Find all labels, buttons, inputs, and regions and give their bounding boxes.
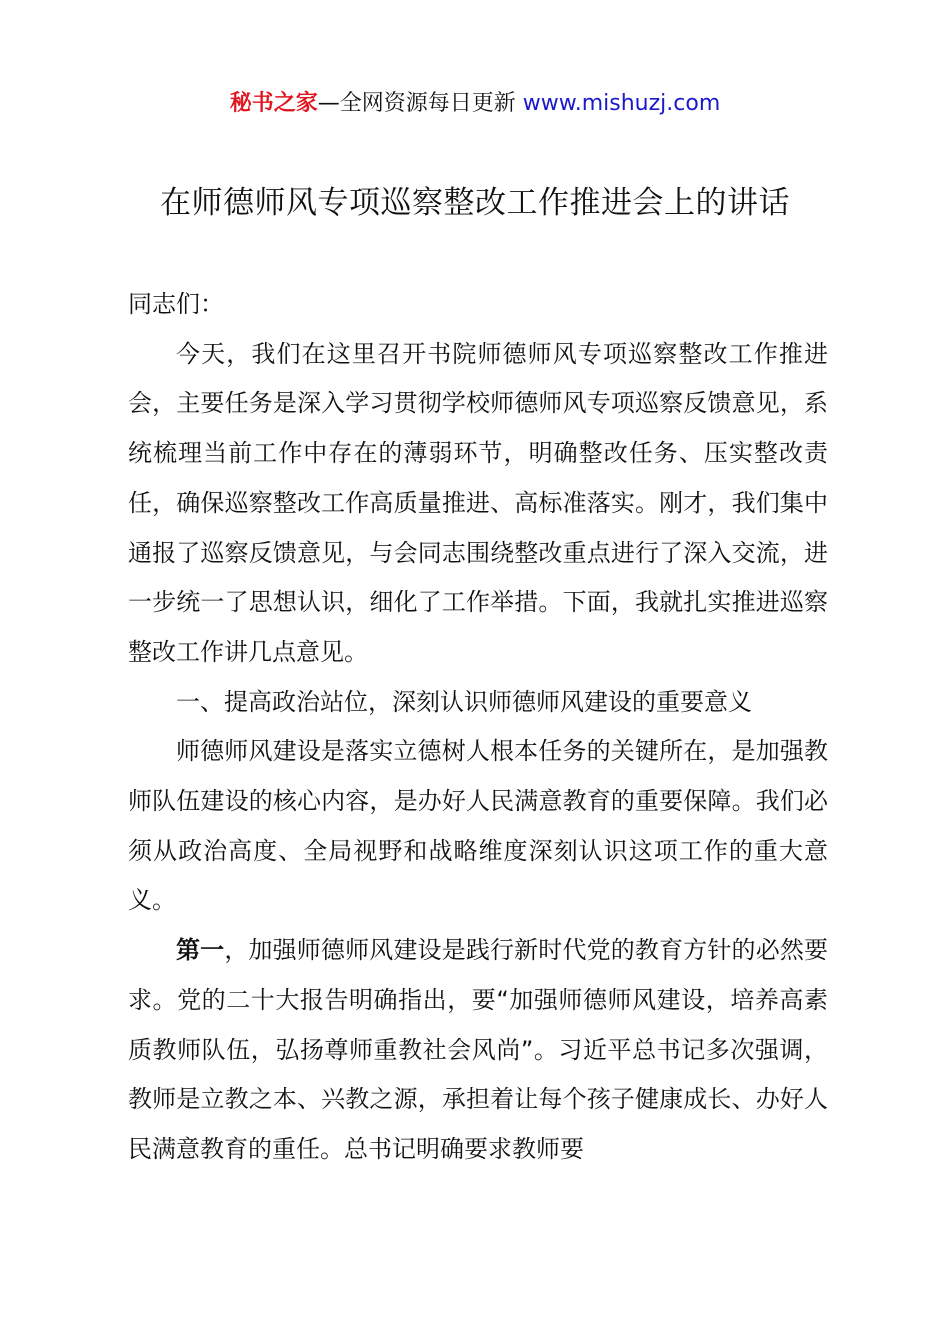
salutation: 同志们： (128, 290, 224, 318)
brand-name: 秘书之家 (229, 91, 318, 116)
document-title: 在师德师风专项巡察整改工作推进会上的讲话 (160, 185, 790, 221)
intro-paragraph: 今天，我们在这里召开书院师德师风专项巡察整改工作推进会，主要任务是深入学习贯彻学校师德师风专项巡察反馈意见，系统梳理当前工作中存在的薄弱环节，明确整改任务、压实整改责任，确保巡察整改工作高质量推进、高标准落实。刚才，我们集中通报了巡察反馈意见，与会同志围绕整改重点进行了深入交流，进一步统一了思想认识，细化了工作举措。下面，我就扎实推进巡察整改工作讲几点意见。 (128, 339, 828, 666)
section-paragraph: 师德师风建设是落实立德树人根本任务的关键所在，是加强教师队伍建设的核心内容，是办好人民满意教育的重要保障。我们必须从政治高度、全局视野和战略维度深刻认识这项工作的重大意义。 (128, 737, 828, 915)
document-body (128, 280, 828, 1175)
site-url-link[interactable]: www.mishuzj.com (522, 91, 721, 116)
point-label: 第一 (176, 936, 225, 965)
point-paragraph (128, 926, 828, 1175)
point-body: ，加强师德师风建设是践行新时代党的教育方针的必然要求。党的二十大报告明确指出，要“加强师德师风建设，培养高素质教师队伍，弘扬尊师重教社会风尚”。习近平总书记多次强调，教师是立教之本、兴教之源，承担着让每个孩子健康成长、办好人民满意教育的重任。总书记明确要求教师要 (128, 936, 829, 1163)
site-header (0, 88, 950, 120)
section-heading: 一、提高政治站位，深刻认识师德师风建设的重要意义 (176, 687, 752, 716)
header-tagline: —全网资源每日更新 (317, 91, 523, 116)
